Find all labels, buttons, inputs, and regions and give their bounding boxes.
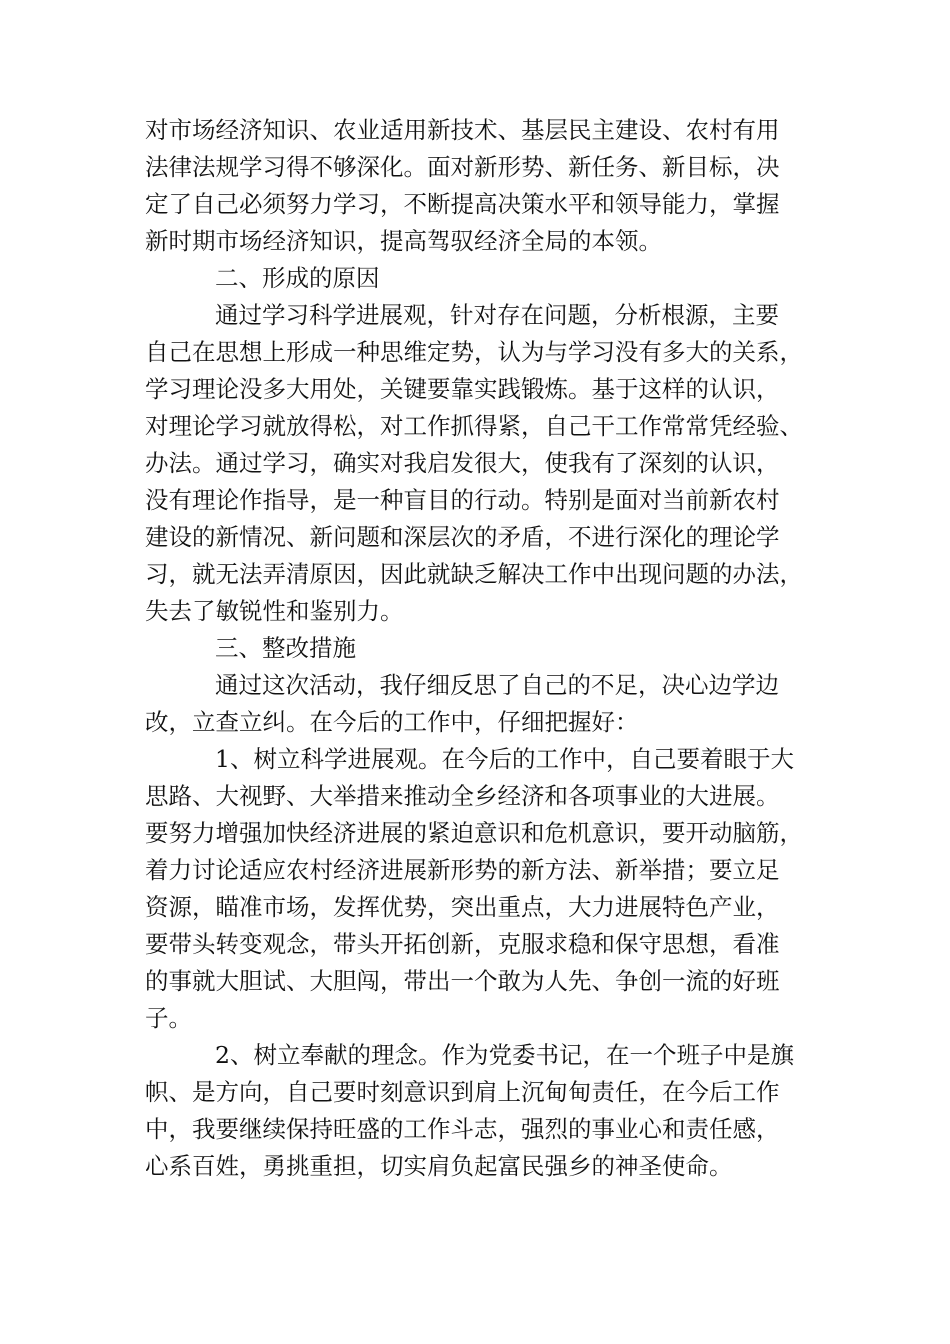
body-line: 资源，瞄准市场，发挥优势，突出重点，大力进展特色产业， — [145, 893, 780, 921]
list-item-1-first-line: 1、树立科学进展观。在今后的工作中，自己要着眼于大 — [215, 745, 794, 773]
body-line: 办法。通过学习，确实对我启发很大，使我有了深刻的认识， — [145, 449, 780, 477]
body-line: 思路、大视野、大举措来推动全乡经济和各项事业的大进展。 — [145, 782, 780, 810]
body-line: 对市场经济知识、农业适用新技术、基层民主建设、农村有用 — [145, 116, 780, 144]
list-item-2-first-line: 2、树立奉献的理念。作为党委书记，在一个班子中是旗 — [215, 1041, 794, 1069]
body-line: 新时期市场经济知识，提高驾驭经济全局的本领。 — [145, 227, 662, 255]
body-line: 帜、是方向，自己要时刻意识到肩上沉甸甸责任，在今后工作 — [145, 1078, 780, 1106]
body-line: 着力讨论适应农村经济进展新形势的新方法、新举措；要立足 — [145, 856, 780, 884]
body-line: 没有理论作指导，是一种盲目的行动。特别是面对当前新农村 — [145, 486, 780, 514]
body-line: 的事就大胆试、大胆闯，带出一个敢为人先、争创一流的好班 — [145, 967, 780, 995]
body-line: 子。 — [145, 1004, 192, 1032]
body-line: 定了自己必须努力学习，不断提高决策水平和领导能力，掌握 — [145, 190, 780, 218]
body-line: 学习理论没多大用处，关键要靠实践锻炼。基于这样的认识， — [145, 375, 780, 403]
paragraph-first-line: 通过这次活动，我仔细反思了自己的不足，决心边学边 — [215, 671, 779, 699]
paragraph-first-line: 通过学习科学进展观，针对存在问题，分析根源，主要 — [215, 301, 779, 329]
body-line: 中，我要继续保持旺盛的工作斗志，强烈的事业心和责任感， — [145, 1115, 780, 1143]
section-heading-measures: 三、整改措施 — [215, 634, 356, 662]
body-line: 习，就无法弄清原因，因此就缺乏解决工作中出现问题的办法， — [145, 560, 803, 588]
body-line: 要带头转变观念，带头开拓创新，克服求稳和保守思想，看准 — [145, 930, 780, 958]
body-line: 改，立查立纠。在今后的工作中，仔细把握好： — [145, 708, 639, 736]
body-line: 要努力增强加快经济进展的紧迫意识和危机意识，要开动脑筋， — [145, 819, 803, 847]
document-body — [145, 112, 810, 1185]
body-line: 法律法规学习得不够深化。面对新形势、新任务、新目标，决 — [145, 153, 780, 181]
body-line: 对理论学习就放得松，对工作抓得紧，自己干工作常常凭经验、 — [145, 412, 803, 440]
section-heading-causes: 二、形成的原因 — [215, 264, 380, 292]
body-line: 自己在思想上形成一种思维定势，认为与学习没有多大的关系， — [145, 338, 803, 366]
body-line: 失去了敏锐性和鉴别力。 — [145, 597, 404, 625]
body-line: 建设的新情况、新问题和深层次的矛盾，不进行深化的理论学 — [145, 523, 780, 551]
body-line: 心系百姓，勇挑重担，切实肩负起富民强乡的神圣使命。 — [145, 1152, 733, 1180]
